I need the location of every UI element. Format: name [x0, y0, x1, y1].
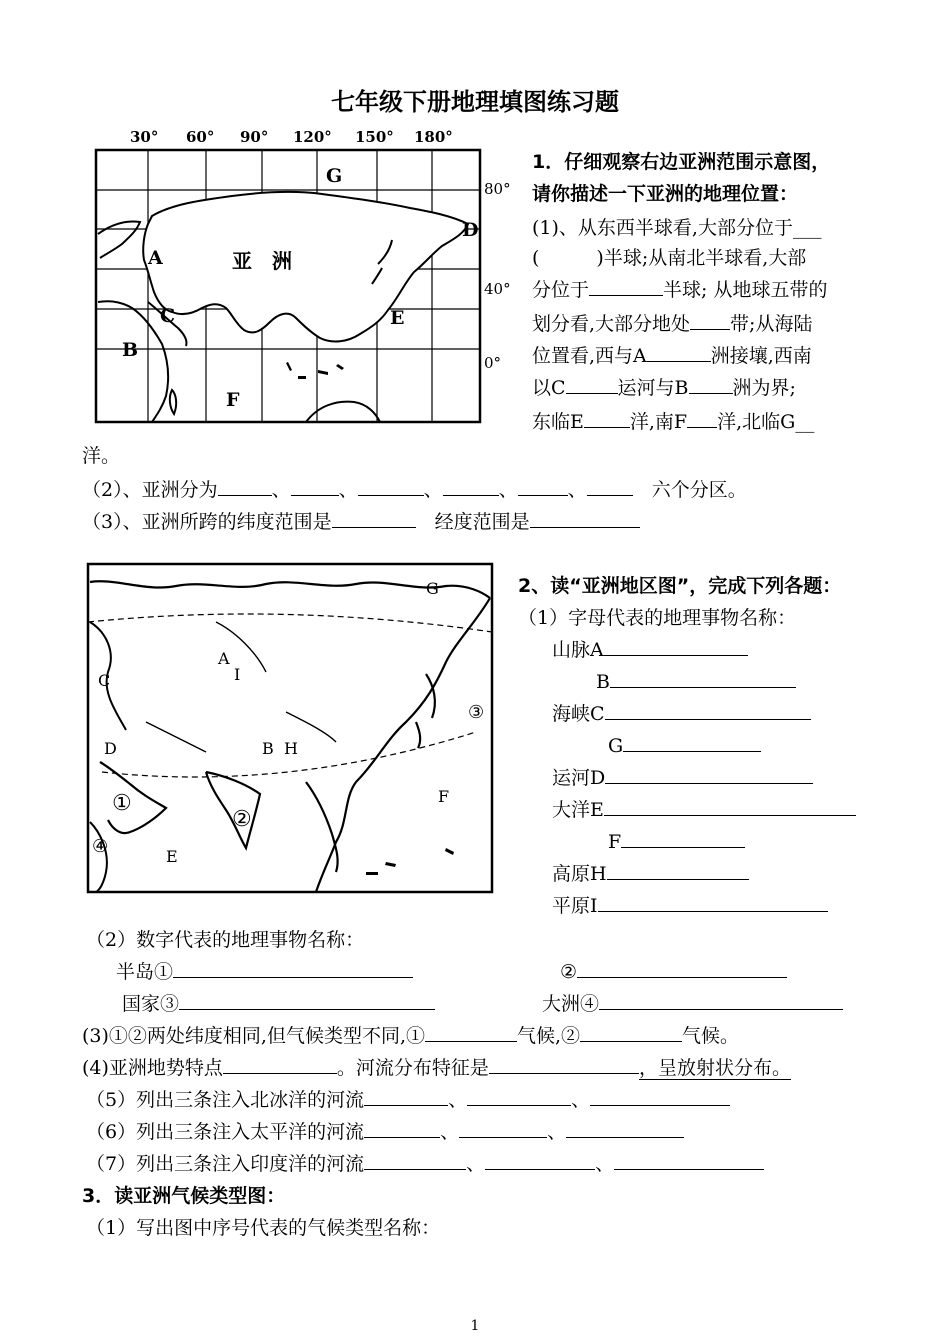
- q2-item-c-label: 海峡C: [552, 703, 605, 725]
- q1-line-6-a: 以C: [532, 377, 566, 399]
- asia-landmass: [143, 192, 468, 342]
- blank-longitude-range[interactable]: [530, 507, 640, 528]
- asia-range-map: [92, 124, 512, 434]
- q2-sub3-c: 气候。: [682, 1025, 740, 1047]
- blank-pacific-river-3[interactable]: [566, 1117, 684, 1138]
- q2-sub1: （1）字母代表的地理事物名称：: [518, 607, 797, 629]
- label-D: D: [462, 219, 479, 241]
- lat-label-80: 80°: [484, 180, 511, 198]
- blank-ocean-E[interactable]: [584, 407, 630, 428]
- q2-item-h: [552, 858, 749, 890]
- sep: 、: [440, 1121, 460, 1143]
- q2-peninsula-1-label: 半岛①: [116, 961, 174, 983]
- map2-label-D: D: [104, 739, 117, 758]
- blank-plain-I[interactable]: [598, 891, 828, 912]
- q2-sub4-b: 。河流分布特征是: [336, 1057, 489, 1079]
- q1-line-2: ( )半球;从南北半球看,大部: [532, 247, 807, 269]
- blank-arctic-river-1[interactable]: [364, 1085, 448, 1106]
- lon-label-180: 180°: [414, 128, 453, 146]
- q2-sub4-c: ，呈放射状分布。: [638, 1057, 791, 1079]
- q1-line-4-b: 带;从海陆: [730, 313, 813, 335]
- q2-item-i: [552, 890, 828, 922]
- blank-ocean-F[interactable]: [687, 407, 717, 428]
- blank-region-5[interactable]: [518, 475, 568, 496]
- q2-item-h-label: 高原H: [552, 863, 607, 885]
- lon-label-120: 120°: [293, 128, 332, 146]
- map2-label-F: F: [438, 787, 450, 806]
- q2-sub3-a: (3)①②两处纬度相同,但气候类型不同,①: [82, 1025, 425, 1047]
- label-A: A: [148, 247, 163, 269]
- q2-sub4: [82, 1052, 791, 1084]
- q2-item-i-label: 平原I: [552, 895, 598, 917]
- blank-arctic-river-2[interactable]: [467, 1085, 571, 1106]
- africa-outline: [98, 301, 168, 422]
- lat-label-40: 40°: [484, 280, 511, 298]
- map2-label-n4: ④: [92, 836, 109, 857]
- q2-item-c: [552, 698, 811, 730]
- islands: [286, 362, 344, 379]
- q2-country-3-label: 国家③: [122, 993, 180, 1015]
- q2-item-e-label: 大洋E: [552, 799, 604, 821]
- map2-label-n1: ①: [112, 791, 132, 816]
- blank-plateau-H[interactable]: [607, 859, 749, 880]
- blank-arctic-river-3[interactable]: [590, 1085, 730, 1106]
- blank-continent-A[interactable]: [647, 341, 711, 362]
- q2-sub2: （2）数字代表的地理事物名称：: [86, 929, 365, 951]
- blank-region-1[interactable]: [218, 475, 272, 496]
- blank-river-pattern[interactable]: [489, 1053, 639, 1074]
- q2-item-e: [552, 794, 856, 826]
- q2-peninsula-2: [560, 956, 787, 988]
- lon-label-30: 30°: [130, 128, 159, 146]
- blank-region-6[interactable]: [587, 475, 633, 496]
- q2-item-b-label: B: [596, 671, 610, 693]
- q1-line-7: [532, 406, 814, 438]
- blank-continent-B[interactable]: [689, 373, 733, 394]
- q2-sub3-b: 气候,②: [517, 1025, 581, 1047]
- blank-canal-D[interactable]: [605, 763, 813, 784]
- map2-label-I: I: [234, 665, 241, 684]
- lon-label-150: 150°: [355, 128, 394, 146]
- blank-region-2[interactable]: [291, 475, 339, 496]
- q2-item-g: [608, 730, 761, 762]
- label-B: B: [122, 339, 139, 361]
- blank-climate-1[interactable]: [425, 1021, 517, 1042]
- q1-line-5-a: 位置看,西与A: [532, 345, 647, 367]
- map2-label-G: G: [426, 579, 439, 598]
- q1-line-1: (1)、从东西半球看,大部分位于___: [532, 217, 822, 239]
- blank-ocean-F2[interactable]: [621, 827, 745, 848]
- q2-heading: 2、读“亚洲地区图”，完成下列各题：: [518, 575, 842, 597]
- map2-label-E: E: [166, 847, 178, 866]
- q2-item-a: [552, 634, 748, 666]
- label-F: F: [226, 389, 240, 411]
- sep: 、: [547, 1121, 567, 1143]
- q1-line-6-b: 运河与B: [617, 377, 689, 399]
- q2-item-b: [596, 666, 796, 698]
- label-C: C: [160, 305, 176, 327]
- sep: 、: [271, 479, 291, 501]
- blank-country-3[interactable]: [179, 989, 435, 1010]
- blank-peninsula-1[interactable]: [173, 957, 413, 978]
- q2-continent-4: [542, 988, 843, 1020]
- blank-mountain-A[interactable]: [604, 635, 748, 656]
- q1-part-3: [82, 506, 640, 538]
- sep: 、: [423, 479, 443, 501]
- blank-indian-river-1[interactable]: [364, 1149, 466, 1170]
- asia-region-map: [86, 562, 496, 894]
- q1-part-2-end: 六个分区。: [651, 479, 747, 501]
- q1-line-4-a: 划分看,大部分地处: [532, 313, 691, 335]
- sep: 、: [448, 1089, 468, 1111]
- q2-country-3: [122, 988, 435, 1020]
- sep: 、: [466, 1153, 486, 1175]
- q1-part-3-a: （3）、亚洲所跨的纬度范围是: [82, 511, 332, 533]
- blank-indian-river-3[interactable]: [614, 1149, 764, 1170]
- map2-label-B: B: [262, 739, 274, 758]
- blank-indian-river-2[interactable]: [485, 1149, 595, 1170]
- label-asia: 亚 洲: [232, 249, 292, 273]
- sep: 、: [567, 479, 587, 501]
- blank-strait-C[interactable]: [605, 699, 811, 720]
- map2-label-A: A: [218, 649, 230, 668]
- blank-pacific-river-1[interactable]: [364, 1117, 440, 1138]
- q1-line-6-c: 洲为界;: [732, 377, 796, 399]
- q1-line-4: [532, 308, 812, 340]
- page-number: 1: [470, 1318, 480, 1334]
- q1-line-7-c: 洋,北临G__: [717, 411, 815, 433]
- sep: 、: [595, 1153, 615, 1175]
- q2-sub4-a: (4)亚洲地势特点: [82, 1057, 223, 1079]
- madagascar: [170, 390, 176, 414]
- q1-line-3-a: 分位于: [532, 279, 590, 301]
- blank-zone[interactable]: [690, 309, 730, 330]
- q2-peninsula-2-label: ②: [560, 961, 578, 983]
- blank-strait-G[interactable]: [623, 731, 761, 752]
- q2-sub6-label: （6）列出三条注入太平洋的河流: [86, 1121, 365, 1143]
- map2-label-n3: ③: [468, 702, 485, 723]
- q2-sub6: [86, 1116, 684, 1148]
- q2-sub7-label: （7）列出三条注入印度洋的河流: [86, 1153, 365, 1175]
- q2-sub7: [86, 1148, 764, 1180]
- q1-part-2: [82, 474, 747, 506]
- lat-label-0: 0°: [484, 354, 502, 372]
- q1-line-3: [532, 274, 827, 306]
- lon-label-60: 60°: [186, 128, 215, 146]
- map2-label-H: H: [284, 739, 298, 758]
- label-E: E: [390, 307, 405, 329]
- q1-heading-2: 请你描述一下亚洲的地理位置：: [532, 183, 799, 205]
- q1-heading-1: 1．仔细观察右边亚洲范围示意图，: [532, 151, 831, 173]
- q3-heading: 3．读亚洲气候类型图：: [82, 1185, 286, 1207]
- q2-continent-4-label: 大洲④: [542, 993, 600, 1015]
- page-title: 七年级下册地理填图练习题: [331, 87, 619, 116]
- q2-item-a-label: 山脉A: [552, 639, 604, 661]
- blank-pacific-river-2[interactable]: [459, 1117, 547, 1138]
- blank-region-4[interactable]: [443, 475, 499, 496]
- q2-item-d-label: 运河D: [552, 767, 606, 789]
- q1-line-8: 洋。: [82, 445, 121, 467]
- q2-item-d: [552, 762, 813, 794]
- q2-item-g-label: G: [608, 735, 624, 757]
- europe-outline: [98, 222, 140, 259]
- blank-ns-hemisphere[interactable]: [589, 275, 663, 296]
- q1-line-3-b: 半球; 从地球五带的: [663, 279, 828, 301]
- blank-climate-2[interactable]: [580, 1021, 682, 1042]
- label-G: G: [326, 165, 343, 187]
- map2-frame: [88, 564, 492, 892]
- q1-line-6: [532, 372, 796, 404]
- sep: 、: [571, 1089, 591, 1111]
- blank-canal-C[interactable]: [566, 373, 618, 394]
- blank-ocean-E2[interactable]: [604, 795, 856, 816]
- q1-line-7-b: 洋,南F: [629, 411, 688, 433]
- q1-part-2-text: （2）、亚洲分为: [82, 479, 218, 501]
- sep: 、: [498, 479, 518, 501]
- sep: 、: [338, 479, 358, 501]
- blank-latitude-range[interactable]: [332, 507, 416, 528]
- lon-label-90: 90°: [240, 128, 269, 146]
- q2-sub3: [82, 1020, 739, 1052]
- map2-label-n2: ②: [232, 807, 252, 832]
- q2-item-f-label: F: [608, 831, 622, 853]
- q2-sub5-label: （5）列出三条注入北冰洋的河流: [86, 1089, 365, 1111]
- q1-line-5: [532, 340, 812, 372]
- blank-continent-4[interactable]: [599, 989, 843, 1010]
- blank-region-3[interactable]: [358, 475, 424, 496]
- q1-part-3-b: 经度范围是: [434, 511, 530, 533]
- map2-label-C: C: [98, 671, 111, 690]
- q2-peninsula-1: [116, 956, 413, 988]
- q1-line-7-a: 东临E: [532, 411, 584, 433]
- q1-line-5-b: 洲接壤,西南: [710, 345, 812, 367]
- blank-terrain[interactable]: [223, 1053, 337, 1074]
- blank-peninsula-2[interactable]: [577, 957, 787, 978]
- blank-mountain-B[interactable]: [610, 667, 796, 688]
- q2-item-f: [608, 826, 745, 858]
- q2-sub5: [86, 1084, 730, 1116]
- q3-sub1: （1）写出图中序号代表的气候类型名称：: [86, 1217, 441, 1239]
